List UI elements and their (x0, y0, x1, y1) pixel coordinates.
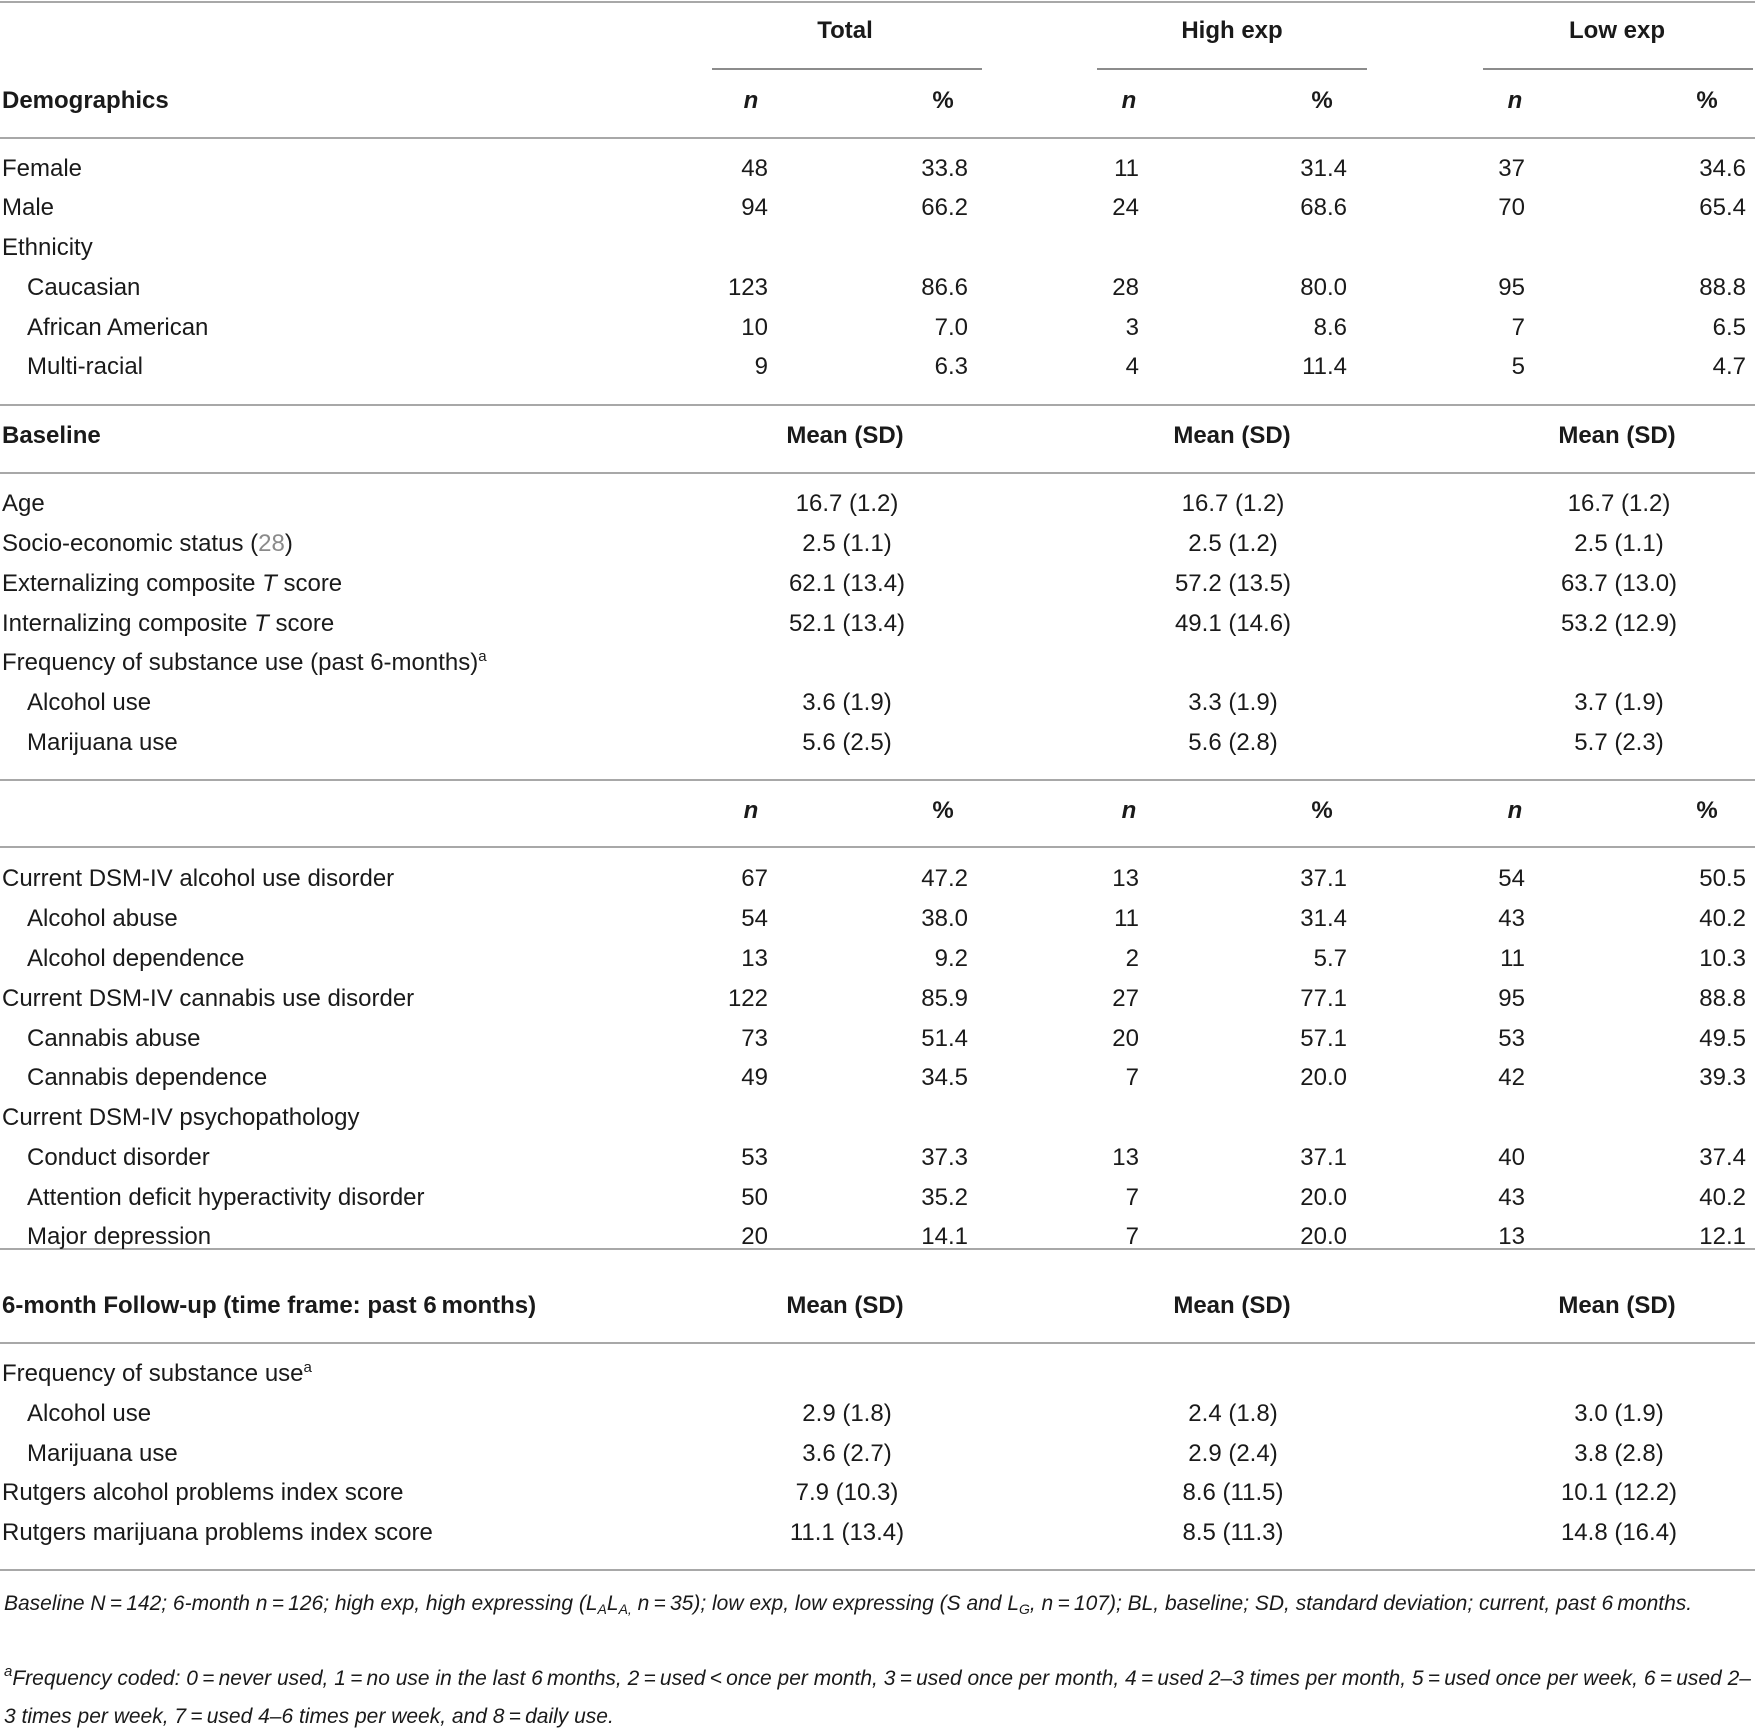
cell-low-pct: 6.5 (1712, 314, 1746, 341)
cell-low-n: 95 (1498, 985, 1525, 1012)
cell-high-mean: 49.1 (14.6) (1174, 610, 1292, 637)
cell-low-mean: 3.0 (1.9) (1574, 1400, 1664, 1427)
col-header-n: n (743, 797, 759, 824)
cell-total-mean: 11.1 (13.4) (789, 1519, 905, 1546)
row-label: Alcohol abuse (27, 905, 178, 932)
cell-total-n: 13 (741, 945, 768, 972)
cell-total-mean: 52.1 (13.4) (788, 610, 906, 637)
row-label: Conduct disorder (27, 1144, 210, 1171)
cell-low-n: 53 (1498, 1025, 1525, 1052)
cell-high-pct: 77.1 (1300, 985, 1347, 1012)
col-header-pct: % (1696, 797, 1718, 824)
col-header-n: n (1507, 87, 1523, 114)
cell-total-pct: 35.2 (921, 1184, 968, 1211)
cell-low-n: 70 (1498, 194, 1525, 221)
cell-total-pct: 38.0 (921, 905, 968, 932)
row-label: Alcohol dependence (27, 945, 245, 972)
cell-high-pct: 20.0 (1300, 1223, 1347, 1250)
row-label: Caucasian (27, 274, 141, 301)
cell-high-n: 7 (1125, 1064, 1139, 1091)
cell-low-n: 43 (1498, 905, 1525, 932)
cell-high-mean: 57.2 (13.5) (1174, 570, 1292, 597)
cell-high-mean: 8.6 (11.5) (1182, 1479, 1284, 1506)
cell-high-n: 4 (1125, 353, 1139, 380)
cell-high-n: 11 (1114, 155, 1139, 182)
cell-low-n: 43 (1498, 1184, 1525, 1211)
section-rule (0, 779, 1755, 781)
cell-total-pct: 9.2 (934, 945, 968, 972)
col-header-n: n (1121, 797, 1137, 824)
cell-high-pct: 8.6 (1313, 314, 1347, 341)
cell-high-n: 2 (1125, 945, 1139, 972)
row-label: Rutgers marijuana problems index score (2, 1519, 433, 1546)
group-header-total: Total (817, 17, 873, 44)
cell-low-mean: 63.7 (13.0) (1560, 570, 1678, 597)
cell-low-n: 5 (1511, 353, 1525, 380)
col-header-mean-sd: Mean (SD) (786, 422, 904, 449)
row-label: Current DSM-IV psychopathology (2, 1104, 360, 1131)
row-label: Attention deficit hyperactivity disorder (27, 1184, 425, 1211)
col-header-pct: % (1311, 87, 1333, 114)
cell-low-mean: 53.2 (12.9) (1560, 610, 1678, 637)
reference-link[interactable]: 28 (258, 530, 285, 557)
cell-low-mean: 5.7 (2.3) (1574, 729, 1664, 756)
cell-high-mean: 2.9 (2.4) (1188, 1440, 1278, 1467)
col-header-mean-sd: Mean (SD) (1558, 422, 1676, 449)
row-label: Alcohol use (27, 689, 152, 716)
cell-total-mean: 3.6 (1.9) (802, 689, 892, 716)
cell-total-pct: 86.6 (921, 274, 968, 301)
col-header-mean-sd: Mean (SD) (1173, 422, 1291, 449)
cell-high-n: 20 (1112, 1025, 1139, 1052)
cell-high-n: 27 (1112, 985, 1139, 1012)
cell-high-mean: 5.6 (2.8) (1188, 729, 1278, 756)
row-label: Multi-racial (27, 353, 144, 380)
cell-low-mean: 10.1 (12.2) (1560, 1479, 1678, 1506)
cell-high-n: 13 (1112, 1144, 1139, 1171)
cell-high-n: 7 (1125, 1223, 1139, 1250)
cell-total-pct: 85.9 (921, 985, 968, 1012)
cell-total-mean: 5.6 (2.5) (802, 729, 892, 756)
row-label: Alcohol use (27, 1400, 152, 1427)
cell-high-pct: 68.6 (1300, 194, 1347, 221)
col-header-pct: % (1311, 797, 1333, 824)
col-header-pct: % (1696, 87, 1718, 114)
cell-total-n: 94 (741, 194, 768, 221)
cell-total-pct: 47.2 (921, 865, 968, 892)
cell-high-mean: 2.4 (1.8) (1188, 1400, 1278, 1427)
cell-total-n: 9 (754, 353, 768, 380)
col-header-n: n (1121, 87, 1137, 114)
cell-total-n: 20 (741, 1223, 768, 1250)
table-top-rule (0, 1, 1755, 3)
group-rule-high-exp (1097, 68, 1367, 70)
cell-total-pct: 66.2 (921, 194, 968, 221)
cell-low-mean: 16.7 (1.2) (1567, 490, 1671, 517)
cell-low-n: 37 (1498, 155, 1525, 182)
cell-low-pct: 40.2 (1699, 905, 1746, 932)
cell-high-mean: 8.5 (11.3) (1182, 1519, 1284, 1546)
row-label: Age (2, 490, 45, 517)
cell-total-pct: 7.0 (934, 314, 968, 341)
cell-total-mean: 2.9 (1.8) (802, 1400, 892, 1427)
cell-low-mean: 3.8 (2.8) (1574, 1440, 1664, 1467)
cell-low-n: 54 (1498, 865, 1525, 892)
cell-high-n: 3 (1125, 314, 1139, 341)
cell-total-mean: 7.9 (10.3) (795, 1479, 899, 1506)
cell-total-pct: 33.8 (921, 155, 968, 182)
cell-high-n: 28 (1112, 274, 1139, 301)
row-label: Cannabis dependence (27, 1064, 268, 1091)
row-label-frequency: Frequency of substance use$^a$ (2, 1359, 312, 1387)
section-header-baseline: Baseline (2, 422, 101, 449)
cell-low-pct: 12.1 (1699, 1223, 1746, 1250)
cell-high-n: 11 (1114, 905, 1139, 932)
row-label-externalizing: Externalizing composite T score (2, 570, 343, 597)
cell-low-mean: 2.5 (1.1) (1574, 530, 1664, 557)
table-footnote-abbreviations: Baseline N = 142; 6-month n = 126; high exp, high expressing ($L_AL_{A,}$ n = 35); low exp, low expressing (S and $L_G$, n = 107); BL, baseline; SD, standard deviation; current, past 6 months. (4, 1592, 1693, 1617)
cell-total-mean: 16.7 (1.2) (795, 490, 899, 517)
cell-high-pct: 31.4 (1300, 905, 1347, 932)
cell-high-n: 24 (1112, 194, 1139, 221)
cell-low-pct: 49.5 (1699, 1025, 1746, 1052)
col-header-mean-sd: Mean (SD) (786, 1292, 904, 1319)
col-header-n: n (743, 87, 759, 114)
row-label: African American (27, 314, 209, 341)
row-label-ses: Socio-economic status (28) (2, 530, 293, 557)
cell-high-pct: 31.4 (1300, 155, 1347, 182)
header-rule (0, 846, 1755, 848)
row-label: Female (2, 155, 83, 182)
cell-high-n: 7 (1125, 1184, 1139, 1211)
cell-low-pct: 50.5 (1699, 865, 1746, 892)
header-rule (0, 472, 1755, 474)
cell-low-pct: 40.2 (1699, 1184, 1746, 1211)
col-header-n: n (1507, 797, 1523, 824)
cell-total-n: 67 (741, 865, 768, 892)
cell-low-n: 13 (1498, 1223, 1525, 1250)
cell-total-mean: 3.6 (2.7) (802, 1440, 892, 1467)
header-rule (0, 137, 1755, 139)
cell-high-pct: 80.0 (1300, 274, 1347, 301)
row-label: Marijuana use (27, 1440, 178, 1467)
cell-total-n: 53 (741, 1144, 768, 1171)
cell-high-pct: 11.4 (1302, 353, 1347, 380)
cell-low-n: 11 (1500, 945, 1525, 972)
cell-high-mean: 16.7 (1.2) (1181, 490, 1285, 517)
cell-high-pct: 20.0 (1300, 1064, 1347, 1091)
col-header-pct: % (932, 797, 954, 824)
group-rule-total (712, 68, 982, 70)
col-header-mean-sd: Mean (SD) (1173, 1292, 1291, 1319)
cell-low-n: 7 (1511, 314, 1525, 341)
cell-total-n: 49 (741, 1064, 768, 1091)
cell-total-n: 54 (741, 905, 768, 932)
table-bottom-rule (0, 1569, 1755, 1571)
group-header-low-exp: Low exp (1568, 17, 1666, 44)
cell-total-n: 123 (727, 274, 768, 301)
cell-total-n: 73 (741, 1025, 768, 1052)
cell-low-n: 95 (1498, 274, 1525, 301)
row-label-frequency: Frequency of substance use (past 6-months)$^a$ (2, 648, 487, 676)
row-label: Marijuana use (27, 729, 178, 756)
section-rule (0, 1248, 1755, 1250)
cell-high-mean: 3.3 (1.9) (1188, 689, 1278, 716)
cell-total-n: 122 (727, 985, 768, 1012)
cell-total-mean: 2.5 (1.1) (802, 530, 892, 557)
row-label-internalizing: Internalizing composite T score (2, 610, 335, 637)
col-header-pct: % (932, 87, 954, 114)
cell-total-pct: 51.4 (921, 1025, 968, 1052)
section-header-demographics: Demographics (2, 87, 169, 114)
cell-low-n: 40 (1498, 1144, 1525, 1171)
cell-high-pct: 37.1 (1300, 1144, 1347, 1171)
row-label: Rutgers alcohol problems index score (2, 1479, 404, 1506)
group-header-high-exp: High exp (1181, 17, 1283, 44)
section-header-followup: 6-month Follow-up (time frame: past 6 months) (2, 1292, 537, 1319)
cell-total-pct: 34.5 (921, 1064, 968, 1091)
col-header-mean-sd: Mean (SD) (1558, 1292, 1676, 1319)
cell-total-n: 50 (741, 1184, 768, 1211)
cell-low-pct: 34.6 (1699, 155, 1746, 182)
cell-high-pct: 20.0 (1300, 1184, 1347, 1211)
cell-total-mean: 62.1 (13.4) (788, 570, 906, 597)
cell-total-n: 48 (741, 155, 768, 182)
cell-low-mean: 14.8 (16.4) (1560, 1519, 1678, 1546)
cell-low-pct: 88.8 (1699, 985, 1746, 1012)
cell-low-pct: 10.3 (1699, 945, 1746, 972)
cell-low-pct: 4.7 (1712, 353, 1746, 380)
cell-low-pct: 65.4 (1699, 194, 1746, 221)
row-label: Current DSM-IV cannabis use disorder (2, 985, 415, 1012)
cell-low-pct: 37.4 (1699, 1144, 1746, 1171)
group-rule-low-exp (1483, 68, 1753, 70)
row-label: Cannabis abuse (27, 1025, 201, 1052)
cell-high-pct: 37.1 (1300, 865, 1347, 892)
cell-high-pct: 57.1 (1300, 1025, 1347, 1052)
row-label: Male (2, 194, 55, 221)
cell-low-mean: 3.7 (1.9) (1574, 689, 1664, 716)
section-rule (0, 404, 1755, 406)
cell-low-n: 42 (1498, 1064, 1525, 1091)
cell-total-pct: 37.3 (921, 1144, 968, 1171)
cell-total-pct: 14.1 (921, 1223, 968, 1250)
cell-high-n: 13 (1112, 865, 1139, 892)
cell-high-pct: 5.7 (1313, 945, 1347, 972)
cell-low-pct: 88.8 (1699, 274, 1746, 301)
row-label: Current DSM-IV alcohol use disorder (2, 865, 395, 892)
cell-low-pct: 39.3 (1699, 1064, 1746, 1091)
cell-high-mean: 2.5 (1.2) (1188, 530, 1278, 557)
cell-total-n: 10 (741, 314, 768, 341)
table-footnote-frequency-coding: $^a$Frequency coded: 0 = never used, 1 = no use in the last 6 months, 2 = used < once per month, 3 = used once per month, 4 = used 2–3 times per month, 5 = used once per week, 6 = used 2–3 times per week, 7 = used 4–6 times per week, and 8 = daily use. (4, 1663, 1751, 1728)
row-label: Ethnicity (2, 234, 93, 261)
row-label: Major depression (27, 1223, 212, 1250)
header-rule (0, 1342, 1755, 1344)
cell-total-pct: 6.3 (934, 353, 968, 380)
